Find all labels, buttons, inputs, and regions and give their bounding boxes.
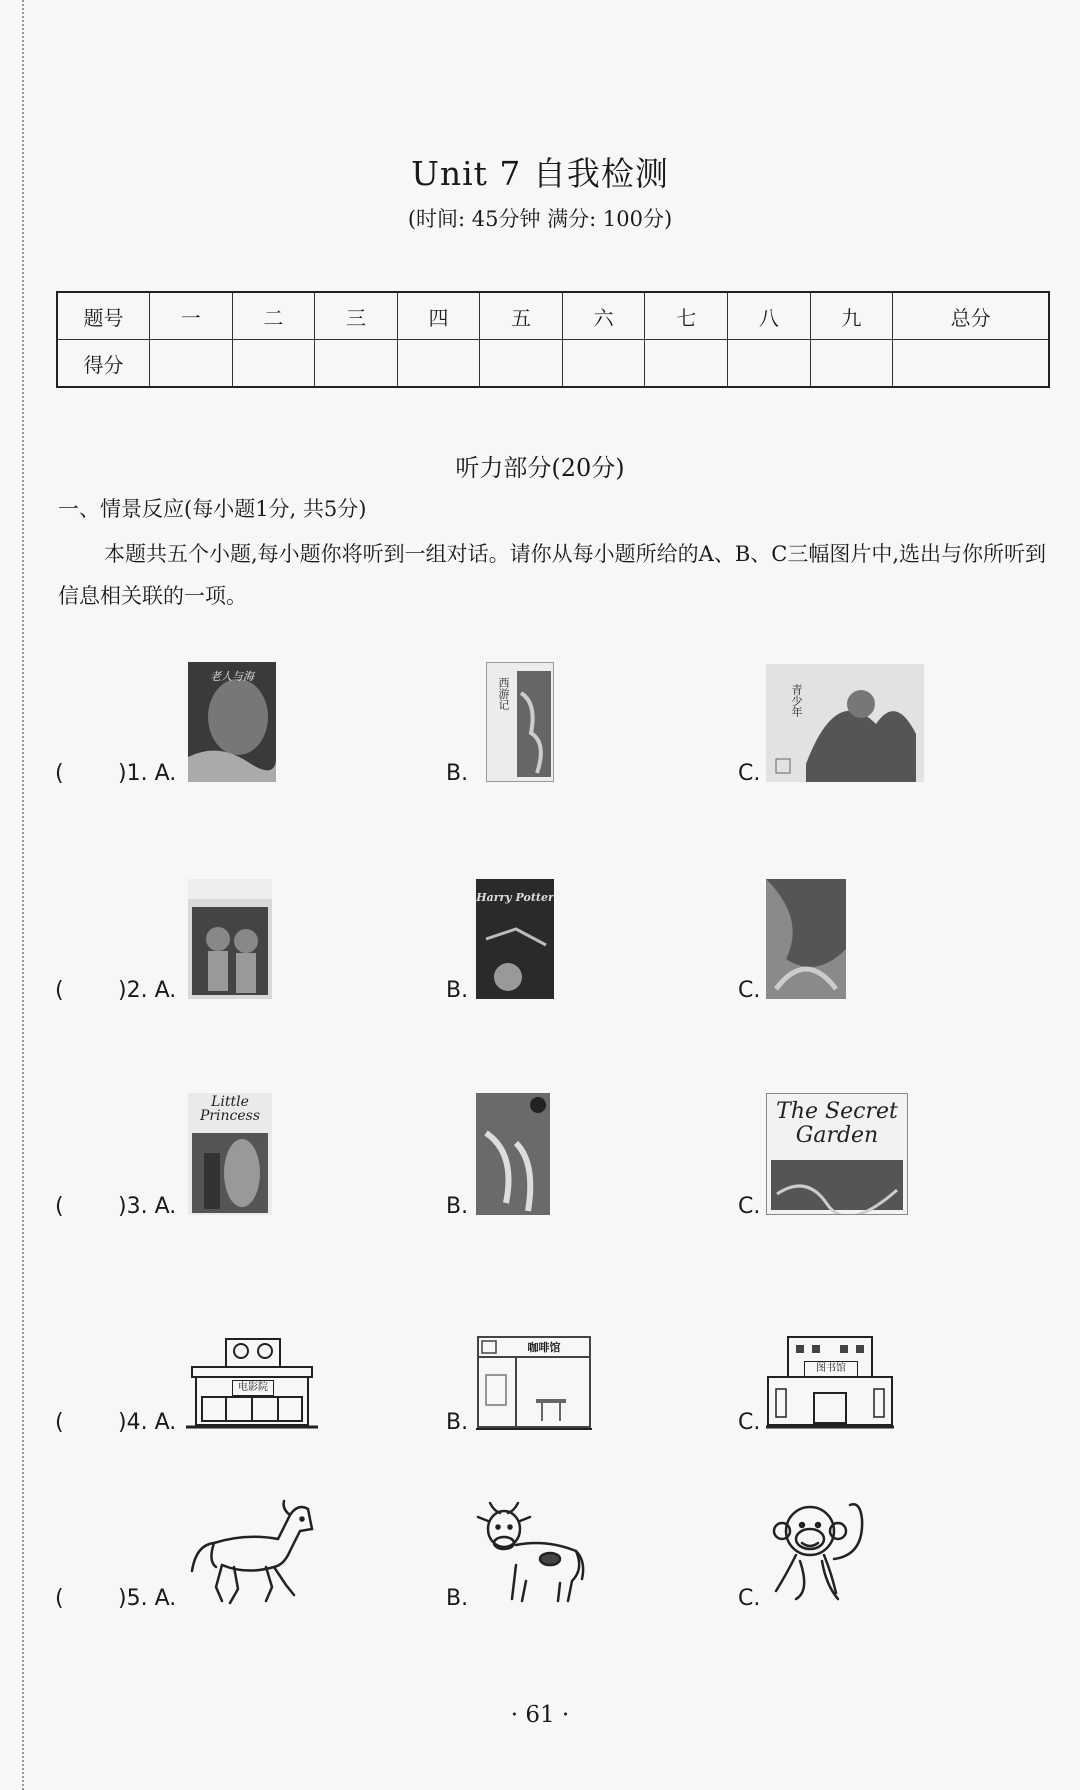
option-c-label: C.	[738, 1410, 761, 1435]
library-icon[interactable]	[766, 1335, 894, 1431]
score-cell: 二	[232, 292, 315, 340]
cover-text: 西游记	[497, 677, 510, 710]
book-cover-icon[interactable]	[476, 879, 554, 999]
score-input-cell[interactable]	[810, 340, 893, 388]
part-heading: 一、情景反应(每小题1分, 共5分)	[58, 497, 367, 521]
option-b-label: B.	[446, 978, 469, 1003]
answer-paren[interactable]: (	[55, 761, 64, 786]
score-cell: 四	[397, 292, 480, 340]
score-table-score-row	[57, 340, 1049, 388]
score-input-cell[interactable]	[232, 340, 315, 388]
cover-text: 青少年	[790, 684, 803, 717]
book-cover-icon[interactable]	[476, 1093, 550, 1215]
option-b-label: B.	[446, 761, 469, 786]
option-c-label: C.	[738, 1194, 761, 1219]
option-c-label: C.	[738, 761, 761, 786]
question-number: )4. A.	[118, 1410, 177, 1435]
score-input-cell[interactable]	[645, 340, 728, 388]
exam-time-score-info: (时间: 45分钟 满分: 100分)	[407, 207, 673, 231]
question-number: )3. A.	[118, 1194, 177, 1219]
cow-icon[interactable]	[476, 1495, 588, 1607]
answer-paren[interactable]: (	[55, 978, 64, 1003]
monkey-icon[interactable]	[766, 1495, 870, 1607]
book-cover-icon[interactable]	[766, 1093, 908, 1215]
book-cover-icon[interactable]	[766, 664, 924, 782]
score-input-cell[interactable]	[562, 340, 645, 388]
cover-text: 老人与海	[210, 670, 254, 683]
score-table-header-row	[57, 292, 1049, 340]
cover-text: Harry Potter	[476, 891, 554, 904]
score-cell: 六	[562, 292, 645, 340]
sign-label: 电影院	[232, 1380, 274, 1396]
option-b-label: B.	[446, 1586, 469, 1611]
score-input-cell[interactable]	[315, 340, 398, 388]
sign-label: 图书馆	[804, 1361, 858, 1377]
score-cell: 三	[315, 292, 398, 340]
cover-text: The Secret Garden	[776, 1099, 898, 1148]
answer-paren[interactable]: (	[55, 1410, 64, 1435]
cover-text: Little Princess	[199, 1094, 261, 1124]
score-cell: 九	[810, 292, 893, 340]
horse-icon[interactable]	[186, 1495, 316, 1607]
score-input-cell[interactable]	[397, 340, 480, 388]
score-cell: 八	[728, 292, 811, 340]
question-row	[0, 1451, 1080, 1611]
question-number: )5. A.	[118, 1586, 177, 1611]
cafe-icon[interactable]	[476, 1335, 592, 1431]
score-cell: 七	[645, 292, 728, 340]
question-row	[0, 1059, 1080, 1219]
option-c-label: C.	[738, 978, 761, 1003]
score-input-cell[interactable]	[480, 340, 563, 388]
question-row	[0, 626, 1080, 786]
cinema-icon[interactable]	[186, 1335, 318, 1431]
score-cell: 题号	[57, 292, 150, 340]
score-cell: 得分	[57, 340, 150, 388]
sign-label: 咖啡馆	[527, 1341, 561, 1354]
answer-paren[interactable]: (	[55, 1194, 64, 1219]
question-number: )2. A.	[118, 978, 177, 1003]
score-cell: 五	[480, 292, 563, 340]
score-cell: 一	[150, 292, 233, 340]
question-row	[0, 843, 1080, 1003]
answer-paren[interactable]: (	[55, 1586, 64, 1611]
question-row	[0, 1275, 1080, 1435]
book-cover-icon[interactable]	[188, 1093, 272, 1215]
book-cover-icon[interactable]	[486, 662, 554, 782]
score-cell: 总分	[893, 292, 1049, 340]
score-table	[56, 291, 1050, 388]
option-b-label: B.	[446, 1410, 469, 1435]
option-b-label: B.	[446, 1194, 469, 1219]
book-cover-icon[interactable]	[766, 879, 846, 999]
instructions: 本题共五个小题,每小题你将听到一组对话。请你从每小题所给的A、B、C三幅图片中,选出与你所听到信息相关联的一项。	[58, 542, 1047, 608]
page-title: Unit 7 自我检测	[411, 154, 669, 193]
option-c-label: C.	[738, 1586, 761, 1611]
book-cover-icon[interactable]	[188, 662, 276, 782]
page-number: · 61 ·	[510, 1702, 570, 1728]
score-input-cell[interactable]	[728, 340, 811, 388]
book-cover-icon[interactable]	[188, 879, 272, 999]
question-number: )1. A.	[118, 761, 177, 786]
section-heading: 听力部分(20分)	[455, 454, 625, 482]
score-input-cell[interactable]	[893, 340, 1049, 388]
score-input-cell[interactable]	[150, 340, 233, 388]
